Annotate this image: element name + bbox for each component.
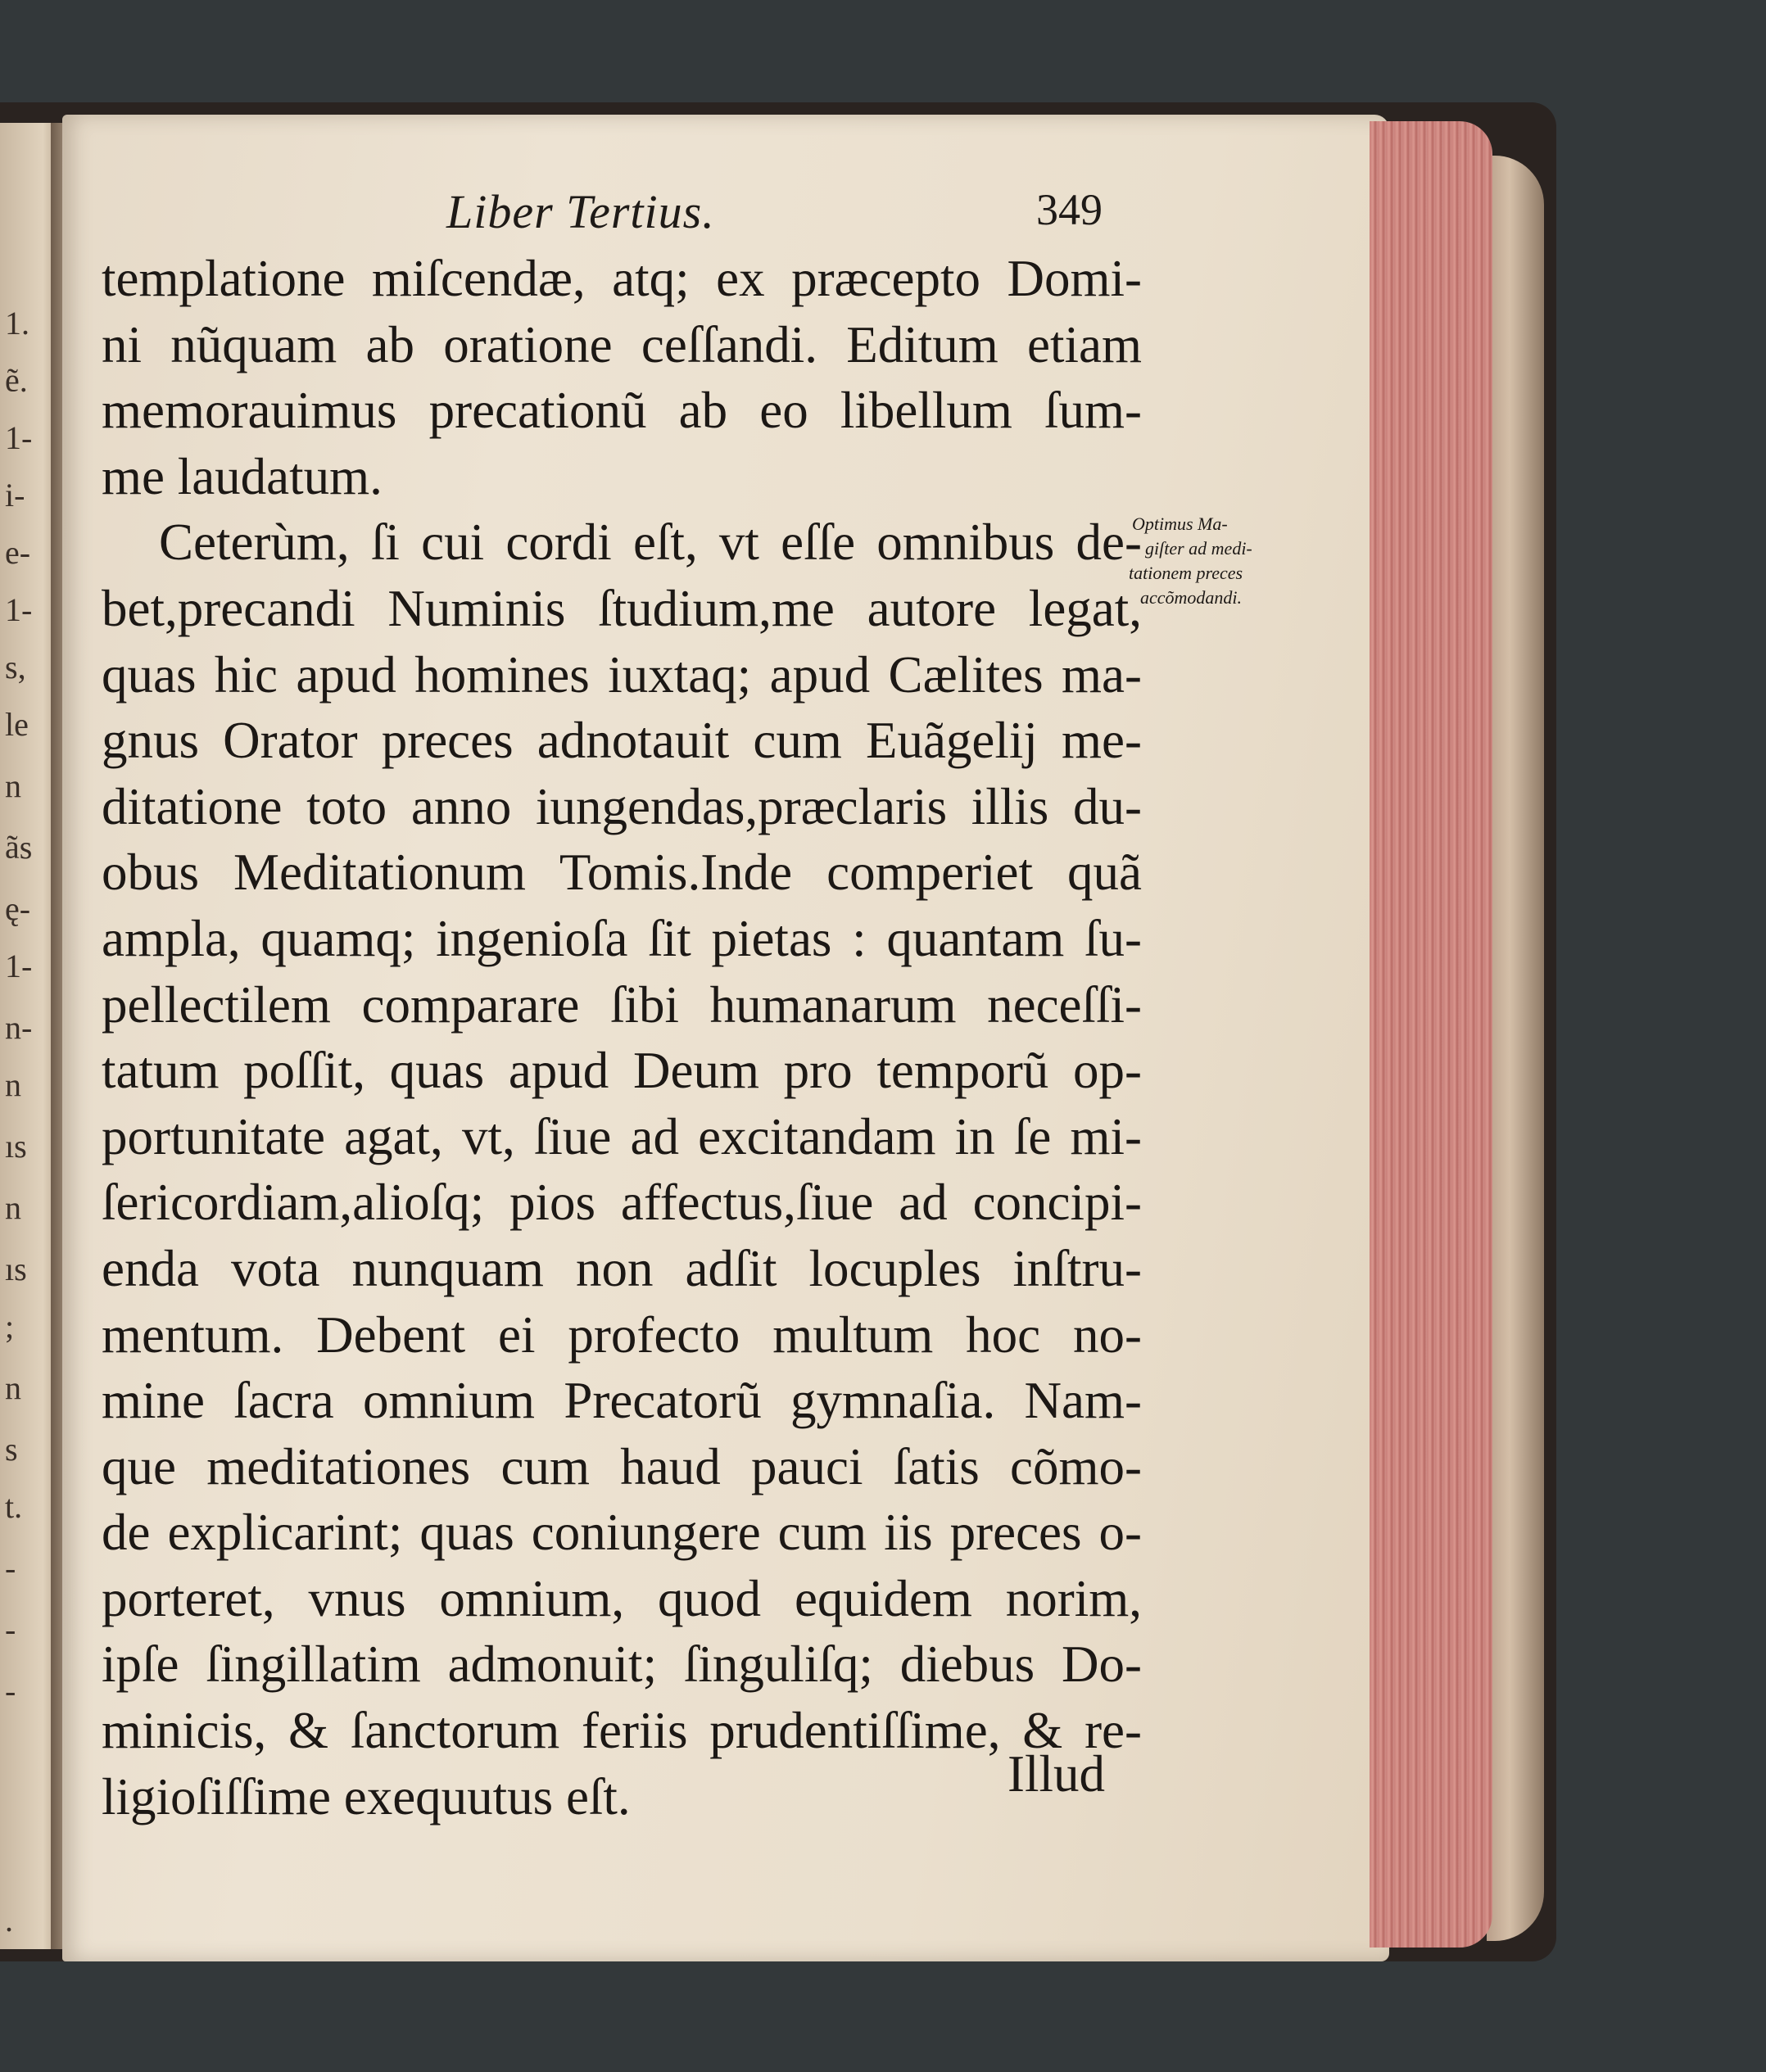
marginal-note-line: tationem preces	[1129, 563, 1243, 583]
facing-page-fragment: ẽ.	[5, 362, 28, 399]
facing-page-fragment: ıs	[5, 1128, 27, 1165]
facing-page-fragment: le	[5, 706, 29, 743]
marginal-note-line: accõmodandi.	[1140, 587, 1243, 608]
text-line: enda vota nunquam non adſit locuples inſtru-	[102, 1239, 1142, 1297]
text-line: Ceterùm, ſi cui cordi eſt, vt eſſe omnibus de-	[159, 513, 1142, 572]
text-line: ditatione toto anno iungendas,præclaris illis du-	[102, 777, 1142, 835]
text-line: porteret, vnus omnium, quod equidem norim,	[102, 1569, 1142, 1627]
marginal-note-line: Optimus Ma-	[1132, 513, 1228, 534]
text-line: ligioſiſſime exequutus eſt.	[102, 1767, 631, 1825]
marginal-note-line: giſter ad medi-	[1145, 538, 1252, 559]
facing-page-fragment: ıs	[5, 1251, 27, 1287]
facing-page-fragment: i-	[5, 477, 25, 513]
text-line: ſericordiam,alioſq; pios affectus,ſiue ad concipi-	[102, 1174, 1142, 1232]
facing-page-fragment: -	[5, 1549, 16, 1586]
body-text	[102, 246, 1142, 1830]
text-line: mine ſacra omnium Precatorũ gymnaſia. Nam-	[102, 1372, 1142, 1430]
facing-page-fragment: 1.	[5, 305, 29, 342]
facing-page-fragment: s,	[5, 649, 26, 685]
facing-page-fragment: -	[5, 1611, 16, 1648]
facing-page-fragment: t.	[5, 1488, 23, 1525]
facing-page-fragment: 1-	[5, 591, 33, 628]
text-line: portunitate agat, vt, ſiue ad excitandam in ſe mi-	[102, 1107, 1142, 1165]
text-line: quas hic apud homines iuxtaq; apud Cælites ma-	[102, 645, 1142, 703]
cover-edge	[1487, 156, 1544, 1941]
facing-page-fragment: n	[5, 1066, 21, 1103]
text-line: mentum. Debent ei profecto multum hoc no-	[102, 1305, 1142, 1364]
text-line: que meditationes cum haud pauci ſatis cõmo-	[102, 1437, 1142, 1495]
facing-page-fragment: 1-	[5, 948, 33, 984]
text-line: me laudatum.	[102, 447, 383, 505]
text-line: templatione miſcendæ, atq; ex præcepto Domi-	[102, 250, 1142, 307]
facing-page-fragment: n	[5, 1189, 21, 1226]
facing-page-fragment: n-	[5, 1009, 33, 1046]
facing-page-fragment: s	[5, 1431, 18, 1468]
facing-page-fragment: 1-	[5, 419, 33, 456]
text-line: ipſe ſingillatim admonuit; ſinguliſq; diebus Do-	[102, 1635, 1142, 1694]
text-line: tatum poſſit, quas apud Deum pro temporũ op-	[102, 1042, 1142, 1100]
facing-page-fragment: ;	[5, 1308, 15, 1345]
facing-page-fragment: .	[5, 1902, 13, 1939]
text-line: minicis, & ſanctorum feriis prudentiſſime, & re-	[102, 1702, 1142, 1760]
facing-page-fragment: ę-	[5, 890, 31, 927]
text-line: bet,precandi Numinis ſtudium,me autore legat,	[102, 579, 1142, 637]
facing-page-fragment: n	[5, 767, 21, 804]
text-line: pellectilem comparare ſibi humanarum neceſſi-	[102, 975, 1142, 1034]
running-head: Liber Tertius.	[446, 185, 715, 238]
text-line: ni nũquam ab oratione ceſſandi. Editum etiam	[102, 315, 1142, 373]
facing-page-fragment: -	[5, 1672, 16, 1709]
facing-page-fragment: n	[5, 1369, 21, 1406]
facing-page-fragment: e-	[5, 534, 31, 571]
catchword: Illud	[1008, 1745, 1105, 1803]
text-line: obus Meditationum Tomis.Inde comperiet quã	[102, 844, 1142, 902]
marginal-note	[1129, 512, 1309, 610]
page-number: 349	[1036, 185, 1103, 234]
red-page-edges	[1370, 121, 1492, 1948]
facing-page-fragment: ãs	[5, 829, 33, 866]
text-line: de explicarint; quas coniungere cum iis preces o-	[102, 1504, 1142, 1562]
text-line: ampla, quamq; ingenioſa ſit pietas : quantam ſu-	[102, 909, 1142, 967]
text-line: memorauimus precationũ ab eo libellum ſum-	[102, 382, 1142, 440]
text-line: gnus Orator preces adnotauit cum Euãgelij me-	[102, 712, 1142, 770]
